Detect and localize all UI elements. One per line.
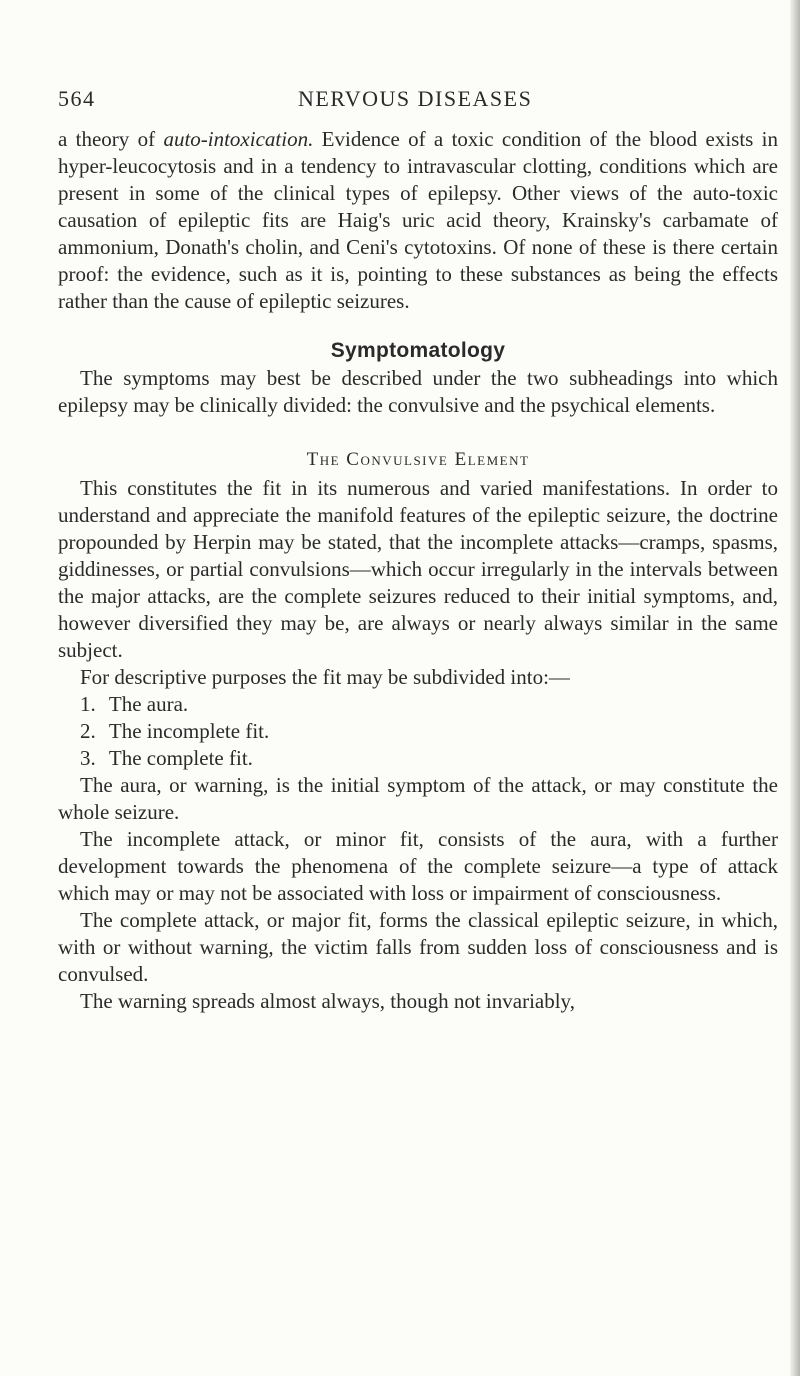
page-number: 564 xyxy=(58,86,96,111)
fit-subdivision-list xyxy=(58,691,778,772)
list-item-number: 1. xyxy=(80,692,96,716)
convulsive-paragraph-3: The aura, or warning, is the initial symptom of the attack, or may constitute the whole seizure. xyxy=(58,773,778,824)
list-item xyxy=(58,718,778,745)
book-page xyxy=(58,86,778,1015)
intro-rest: Evidence of a toxic condition of the blood exists in hyper-leucocytosis and in a tendency to intravascular clotting, conditions which are present in some of the clinical types of epilepsy. Other views of the auto-toxic causation of epileptic fits are Haig's uric acid theory, Krainsky's carbamate of ammonium, Donath's cholin, and Ceni's cytotoxins. Of none of these is there certain proof: the evidence, such as it is, pointing to these substances as being the effects rather than the cause of epileptic seizures. xyxy=(58,127,778,313)
convulsive-paragraph-2: For descriptive purposes the fit may be subdivided into:— xyxy=(80,665,570,689)
convulsive-paragraph-4: The incomplete attack, or minor fit, consists of the aura, with a further development towards the phenomena of the complete seizure—a type of attack which may or may not be associated with loss or impairment of consciousness. xyxy=(58,827,778,905)
intro-emphasis: auto-intoxication. xyxy=(163,127,314,151)
list-item-text: The complete fit. xyxy=(108,746,253,770)
list-item-text: The incomplete fit. xyxy=(108,719,270,743)
page-edge-shadow xyxy=(790,0,800,1376)
intro-lead: a theory of xyxy=(58,127,164,151)
list-item xyxy=(58,745,778,772)
list-item-text: The aura. xyxy=(108,692,189,716)
symptomatology-paragraph: The symptoms may best be described under the two subheadings into which epilepsy may be clinically divided: the convulsive and the psychical elements. xyxy=(58,366,778,417)
running-head xyxy=(58,86,778,116)
convulsive-paragraph-1: This constitutes the fit in its numerous and varied manifestations. In order to understand and appreciate the manifold features of the epileptic seizure, the doctrine propounded by Herpin may be stated, that the incomplete attacks—cramps, spasms, giddinesses, or partial convulsions—which occur irregularly in the intervals between the major attacks, are the complete seizures reduced to their initial symptoms, and, however diversified they may be, are always or nearly always similar in the same subject. xyxy=(58,476,778,662)
subsection-heading-convulsive: The Convulsive Element xyxy=(306,449,530,470)
list-item xyxy=(58,691,778,718)
list-item-number: 2. xyxy=(80,719,96,743)
convulsive-paragraph-6: The warning spreads almost always, though not invariably, xyxy=(80,989,575,1013)
list-item-number: 3. xyxy=(80,746,96,770)
section-heading-symptomatology: Symptomatology xyxy=(330,339,506,362)
convulsive-paragraph-5: The complete attack, or major fit, forms the classical epileptic seizure, in which, with or without warning, the victim falls from sudden loss of consciousness and is convulsed. xyxy=(58,908,778,986)
intro-paragraph xyxy=(58,126,778,315)
running-title: NERVOUS DISEASES xyxy=(298,86,533,111)
